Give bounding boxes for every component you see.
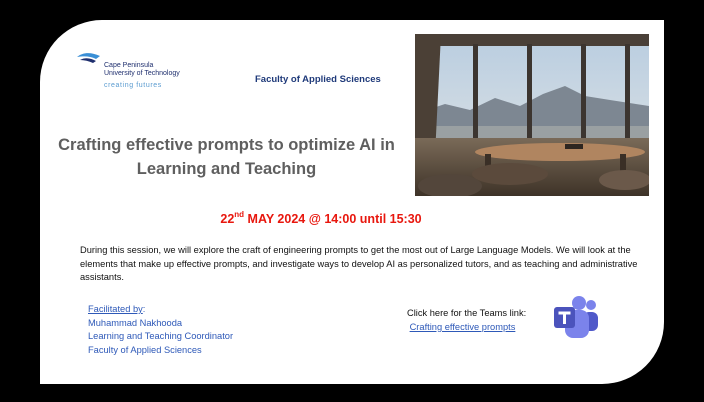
date-time: MAY 2024 @ 14:00 until 15:30 bbox=[244, 212, 422, 227]
logo-line-2: University of Technology bbox=[104, 70, 180, 77]
facilitator-role: Learning and Teaching Coordinator bbox=[88, 331, 234, 342]
event-date bbox=[40, 211, 602, 226]
date-suffix: nd bbox=[234, 210, 245, 219]
facilitator-dept: Faculty of Applied Sciences bbox=[88, 344, 202, 355]
teams-link-block bbox=[407, 307, 526, 334]
facilitator-name: Muhammad Nakhooda bbox=[88, 317, 183, 328]
date-day: 22 bbox=[220, 212, 235, 227]
cput-logo bbox=[76, 49, 206, 93]
microsoft-teams-icon[interactable] bbox=[552, 296, 600, 340]
event-title: Crafting effective prompts to optimize AI in Learning and Teaching bbox=[58, 136, 395, 178]
teams-prompt: Click here for the Teams link: bbox=[407, 308, 527, 318]
office-view-photo bbox=[415, 34, 649, 196]
cput-logo-icon bbox=[76, 51, 106, 75]
logo-tagline: creating futures bbox=[104, 82, 162, 89]
event-flyer bbox=[40, 20, 664, 384]
faculty-heading: Faculty of Applied Sciences bbox=[255, 74, 381, 85]
event-description: During this session, we will explore the craft of engineering prompts to get the most out of Large Language Models. We will look at the elements that make up effective prompts, and investigate ways to develop AI as personalized tutors, and as teaching and administrative assistants. bbox=[80, 245, 638, 282]
logo-line-1: Cape Peninsula bbox=[104, 62, 154, 69]
teams-meeting-link[interactable]: Crafting effective prompts bbox=[409, 321, 516, 332]
office-view-image bbox=[415, 34, 649, 196]
facilitator-block bbox=[88, 303, 233, 357]
facilitated-by-colon: : bbox=[142, 304, 146, 314]
facilitated-by-label: Facilitated by bbox=[88, 304, 143, 314]
